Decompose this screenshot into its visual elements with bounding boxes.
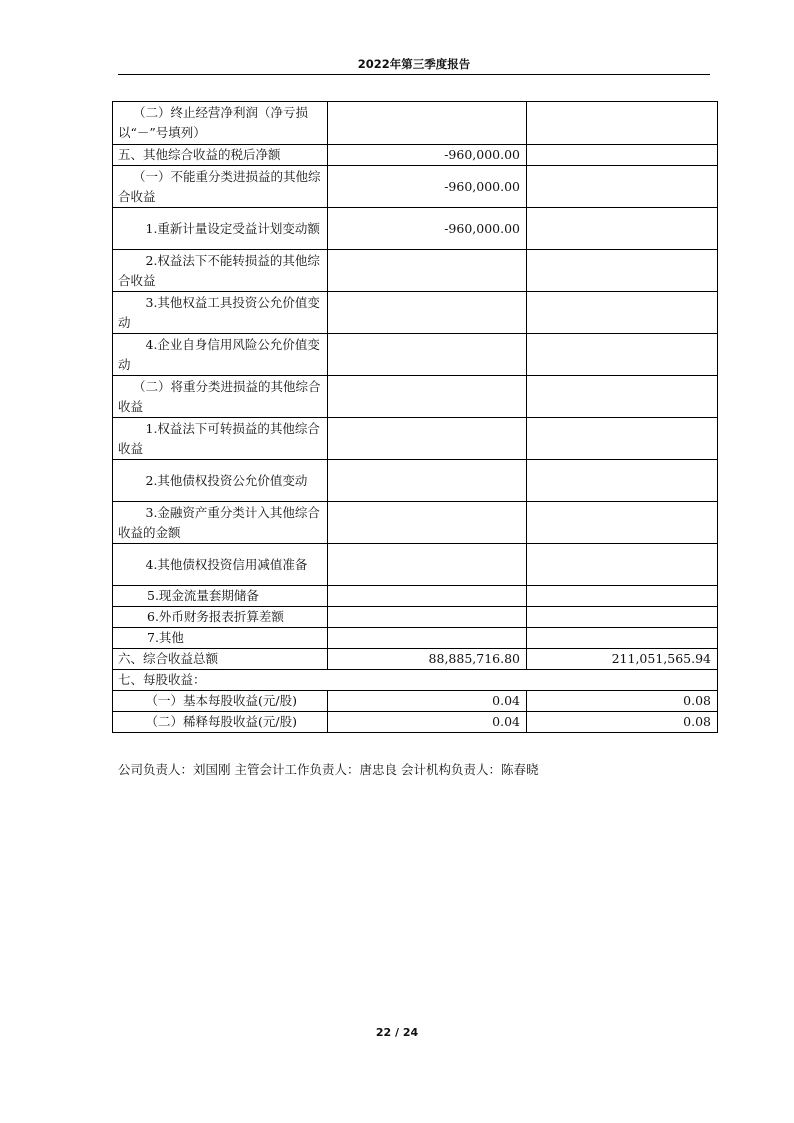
previous-period-value [527,460,718,502]
table-row [113,649,718,670]
row-label: （二）将重分类进损益的其他综合收益 [113,376,328,418]
previous-period-value [527,292,718,334]
table-row [113,250,718,292]
row-label: （一）基本每股收益(元/股) [113,691,328,712]
table-row [113,544,718,586]
row-label: 1.重新计量设定受益计划变动额 [113,208,328,250]
current-period-value [328,102,527,145]
table-row [113,208,718,250]
current-period-value: 0.04 [328,712,527,733]
current-period-value: 0.04 [328,691,527,712]
previous-period-value: 211,051,565.94 [527,649,718,670]
page-header: 2022年第三季度报告 [118,56,710,75]
current-period-value: -960,000.00 [328,145,527,166]
current-period-value [328,586,527,607]
current-period-value [328,418,527,460]
row-label: （二）终止经营净利润（净亏损以“－”号填列） [113,102,328,145]
row-label: 6.外币财务报表折算差额 [113,607,328,628]
current-period-value: -960,000.00 [328,166,527,208]
table-row [113,586,718,607]
row-label: 3.其他权益工具投资公允价值变动 [113,292,328,334]
previous-period-value [527,208,718,250]
row-label: 7.其他 [113,628,328,649]
current-period-value [328,250,527,292]
current-period-value [328,607,527,628]
table-row [113,334,718,376]
page-number: 22 / 24 [375,1026,419,1039]
current-period-value [328,376,527,418]
previous-period-value [527,544,718,586]
current-period-value [328,628,527,649]
income-statement-table [112,101,718,733]
row-label: （二）稀释每股收益(元/股) [113,712,328,733]
current-period-value [328,544,527,586]
row-label: 2.其他债权投资公允价值变动 [113,460,328,502]
table-row [113,502,718,544]
row-label: 4.企业自身信用风险公允价值变动 [113,334,328,376]
previous-period-value [527,145,718,166]
table-row [113,376,718,418]
previous-period-value: 0.08 [527,712,718,733]
row-label: 六、综合收益总额 [113,649,328,670]
row-label: 1.权益法下可转损益的其他综合收益 [113,418,328,460]
table-row [113,670,718,691]
table-row [113,691,718,712]
row-label: 5.现金流量套期储备 [113,586,328,607]
previous-period-value [527,586,718,607]
previous-period-value [527,102,718,145]
table-row [113,607,718,628]
table-row [113,460,718,502]
previous-period-value [527,166,718,208]
previous-period-value [527,250,718,292]
previous-period-value [527,502,718,544]
table-row [113,628,718,649]
table-row [113,145,718,166]
current-period-value: -960,000.00 [328,208,527,250]
table-row [113,102,718,145]
current-period-value [328,502,527,544]
previous-period-value [527,334,718,376]
row-label: 3.金融资产重分类计入其他综合收益的金额 [113,502,328,544]
current-period-value: 88,885,716.80 [328,649,527,670]
previous-period-value [527,376,718,418]
signatures-line: 公司负责人：刘国刚 主管会计工作负责人：唐忠良 会计机构负责人：陈春晓 [118,762,539,777]
row-label: 4.其他债权投资信用减值准备 [113,544,328,586]
current-period-value [328,292,527,334]
current-period-value [328,334,527,376]
table-row [113,712,718,733]
previous-period-value [527,628,718,649]
row-label: 五、其他综合收益的税后净额 [113,145,328,166]
table-row [113,166,718,208]
row-label: 七、每股收益： [113,670,718,691]
previous-period-value: 0.08 [527,691,718,712]
previous-period-value [527,418,718,460]
row-label: 2.权益法下不能转损益的其他综合收益 [113,250,328,292]
current-period-value [328,460,527,502]
table-row [113,292,718,334]
previous-period-value [527,607,718,628]
table-row [113,418,718,460]
row-label: （一）不能重分类进损益的其他综合收益 [113,166,328,208]
